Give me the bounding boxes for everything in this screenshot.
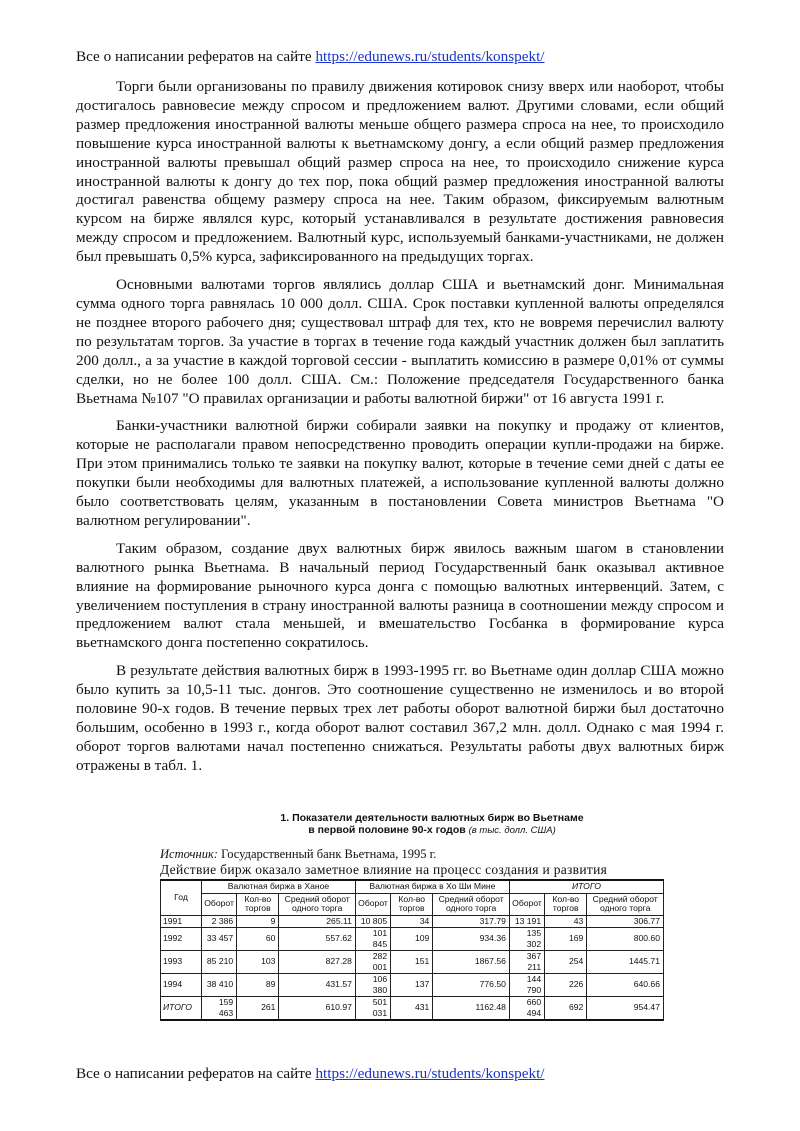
- cell: 431.57: [279, 973, 356, 996]
- footer-link[interactable]: https://edunews.ru/students/konspekt/: [315, 1065, 545, 1082]
- cell: 1867.56: [433, 950, 510, 973]
- cell-year: 1991: [161, 915, 202, 927]
- cell: 85 210: [202, 950, 237, 973]
- cell: 159 463: [202, 996, 237, 1020]
- cell: 610.97: [279, 996, 356, 1020]
- cell: 60: [237, 927, 279, 950]
- header-count: Кол-во торгов: [391, 893, 433, 915]
- cell: 827.28: [279, 950, 356, 973]
- cell: 169: [545, 927, 587, 950]
- cell: 954.47: [587, 996, 664, 1020]
- table-title-line2: в первой половине 90-х годов: [308, 824, 466, 836]
- header-hanoi: Валютная биржа в Ханое: [202, 880, 356, 893]
- cell: 367 211: [509, 950, 544, 973]
- cell: 135 302: [509, 927, 544, 950]
- footer-text: Все о написании рефератов на сайте: [76, 1065, 316, 1082]
- table-row: [161, 927, 664, 950]
- cell: 557.62: [279, 927, 356, 950]
- table-title-line1: 1. Показатели деятельности валютных бирж во Вьетнаме: [280, 812, 584, 824]
- table-row: [161, 950, 664, 973]
- cell: 1445.71: [587, 950, 664, 973]
- cell: 317.79: [433, 915, 510, 927]
- cell: 800.60: [587, 927, 664, 950]
- paragraph-3: Банки-участники валютной биржи собирали заявки на покупку и продажу от клиентов, которые не располагали правом непосредственно проводить операции купли-продажи на бирже. При этом принимались только те заявки на покупку валют, которые в течение семи дней с даты ее покупки были необходимы для валютных платежей, а использование купленной валюты должно было соответствовать целям, указанным в постановлении Совета министров Вьетнама "О валютном регулировании".: [76, 417, 724, 529]
- table-row: [161, 915, 664, 927]
- cell: 776.50: [433, 973, 510, 996]
- cell: 101 845: [355, 927, 390, 950]
- source-label: Источник:: [160, 847, 218, 861]
- header-avg: Средний оборот одного торга: [587, 893, 664, 915]
- cell: 306.77: [587, 915, 664, 927]
- header-link[interactable]: https://edunews.ru/students/konspekt/: [315, 48, 545, 65]
- cell: 109: [391, 927, 433, 950]
- header-total: ИТОГО: [509, 880, 663, 893]
- cell: 660 494: [509, 996, 544, 1020]
- cell: 89: [237, 973, 279, 996]
- header-avg: Средний оборот одного торга: [433, 893, 510, 915]
- header-turnover: Оборот: [202, 893, 237, 915]
- header-year: Год: [161, 880, 202, 915]
- cell: 33 457: [202, 927, 237, 950]
- cell: 1162.48: [433, 996, 510, 1020]
- cell: 934.36: [433, 927, 510, 950]
- table-subtitle: Действие бирж оказало заметное влияние на процесс создания и развития: [160, 862, 608, 877]
- cell: 9: [237, 915, 279, 927]
- cell: 282 001: [355, 950, 390, 973]
- document-body: [76, 78, 724, 785]
- cell: 501 031: [355, 996, 390, 1020]
- table-row: [161, 973, 664, 996]
- cell-year: 1994: [161, 973, 202, 996]
- header-hcm: Валютная биржа в Хо Ши Мине: [355, 880, 509, 893]
- cell: 137: [391, 973, 433, 996]
- header-count: Кол-во торгов: [545, 893, 587, 915]
- cell: 254: [545, 950, 587, 973]
- cell: 106 380: [355, 973, 390, 996]
- cell: 261: [237, 996, 279, 1020]
- cell: 640.66: [587, 973, 664, 996]
- cell-year: 1992: [161, 927, 202, 950]
- page-footer: [76, 1065, 545, 1083]
- cell-year: 1993: [161, 950, 202, 973]
- table-title: [200, 812, 664, 837]
- cell: 13 191: [509, 915, 544, 927]
- cell: 38 410: [202, 973, 237, 996]
- page-header: [76, 48, 545, 66]
- cell: 431: [391, 996, 433, 1020]
- paragraph-5: В результате действия валютных бирж в 1993-1995 гг. во Вьетнаме один доллар США можно было купить за 10,5-11 тыс. донгов. Это соотношение существенно не изменилось и во второй половине 90-х годов. В течение первых трех лет работы оборот валютной биржи был достаточно большим, особенно в 1993 г., когда оборот валют составил 367,2 млн. долл. Однако с мая 1994 г. оборот торгов валютами начал постепенно снижаться. Результаты работы двух валютных бирж отражены в табл. 1.: [76, 662, 724, 774]
- source-text: Государственный банк Вьетнама, 1995 г.: [217, 847, 437, 861]
- cell-year: ИТОГО: [161, 996, 202, 1020]
- cell: 692: [545, 996, 587, 1020]
- paragraph-4: Таким образом, создание двух валютных бирж явилось важным шагом в становлении валютного рынка Вьетнама. В начальный период Государственный банк оказывал активное влияние на формирование рыночного курса донга с помощью валютных интервенций. Затем, с увеличением поступления в страну иностранной валюты разница в соотношении между спросом и предложением валют стала меньшей, и вмешательство Госбанка в формирование курса вьетнамского донга постепенно сократилось.: [76, 539, 724, 652]
- header-turnover: Оборот: [509, 893, 544, 915]
- data-table: [160, 879, 664, 1021]
- header-count: Кол-во торгов: [237, 893, 279, 915]
- cell: 226: [545, 973, 587, 996]
- cell: 265.11: [279, 915, 356, 927]
- header-avg: Средний оборот одного торга: [279, 893, 356, 915]
- table-source: [160, 847, 664, 861]
- cell: 144 790: [509, 973, 544, 996]
- cell: 34: [391, 915, 433, 927]
- paragraph-2: Основными валютами торгов являлись доллар США и вьетнамский донг. Минимальная сумма одного торга равнялась 10 000 долл. США. Срок поставки купленной валюты определялся не позднее второго рабочего дня; существовал штраф для тех, кто не вовремя перечислил валюту по результатам торгов. За участие в торгах в течение года каждый участник должен был заплатить 200 долл., а за участие в каждой торговой сессии - выплатить комиссию в размере 0,01% от суммы сделки, но не более 100 долл. США. См.: Положение председателя Государственного банка Вьетнама №107 "О правилах организации и работы валютной биржи" от 16 августа 1991 г.: [76, 276, 724, 407]
- header-turnover: Оборот: [355, 893, 390, 915]
- header-text: Все о написании рефератов на сайте: [76, 48, 316, 65]
- paragraph-1: Торги были организованы по правилу движения котировок снизу вверх или наоборот, чтобы достигалось равновесие между спросом и предложением валют. Другими словами, если общий размер предложения иностранной валюты меньше общего размера спроса на нее, то происходило повышение курса иностранной валюты к вьетнамскому донгу, а если общий размер предложения иностранной валюты превышал общий размер спроса на нее, то происходило снижение курса иностранной валюты к донгу до тех пор, пока общий размер предложения иностранной валюты достигал равенства общему размеру спроса на нее. Таким образом, фиксируемым валютным курсом на бирже являлся курс, который устанавливался в результате достижения равновесия между спросом и предложением. Валютный курс, используемый банками-участниками, не должен был превышать 0,5% курса, зафиксированного на предыдущих торгах.: [76, 78, 724, 266]
- table-row-total: [161, 996, 664, 1020]
- cell: 151: [391, 950, 433, 973]
- table-unit: (в тыс. долл. США): [468, 825, 556, 836]
- cell: 43: [545, 915, 587, 927]
- table-figure: [160, 812, 664, 1021]
- cell: 10 805: [355, 915, 390, 927]
- cell: 2 386: [202, 915, 237, 927]
- cell: 103: [237, 950, 279, 973]
